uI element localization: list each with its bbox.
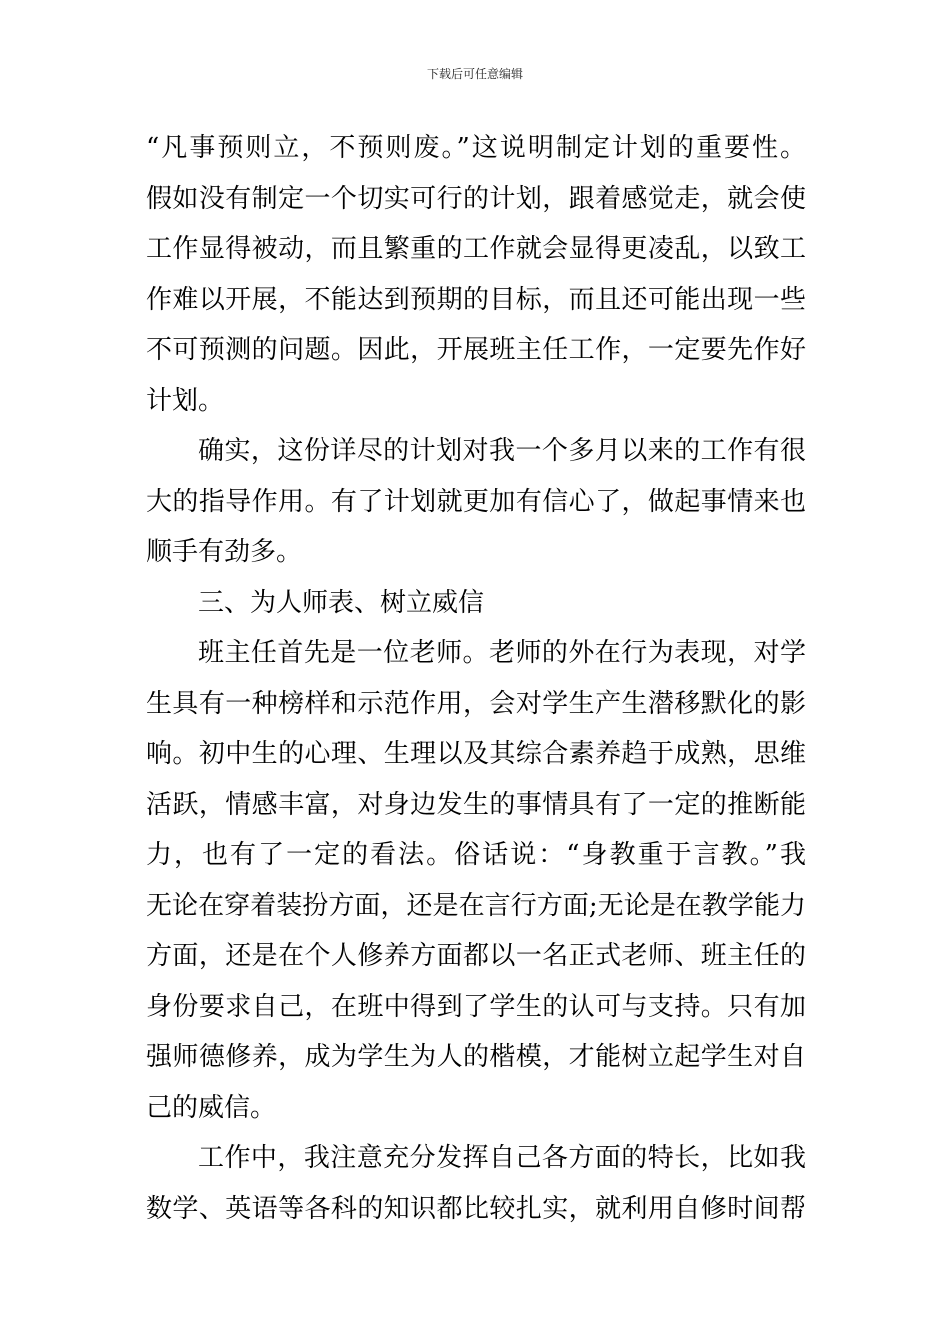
document-body [146,123,806,1234]
paragraph-line: 己的威信。 [146,1092,277,1123]
paragraph-line: 生具有一种榜样和示范作用，会对学生产生潜移默化的影 [146,688,806,719]
paragraph-line: 方面，还是在个人修养方面都以一名正式老师、班主任的 [146,941,806,971]
paragraph-line: 数学、英语等各科的知识都比较扎实，就利用自修时间帮 [146,1193,806,1224]
paragraph-line: 作难以开展，不能达到预期的目标，而且还可能出现一些 [146,284,806,315]
paragraph-line: 活跃，情感丰富，对身边发生的事情具有了一定的推断能 [146,789,806,820]
paragraph-line: 力，也有了一定的看法。俗话说：“身教重于言教。”我 [146,840,806,870]
paragraph-line: 大的指导作用。有了计划就更加有信心了，做起事情来也 [146,486,806,517]
paragraph-line: 响。初中生的心理、生理以及其综合素养趋于成熟，思维 [146,739,806,769]
paragraph-line: “凡事预则立，不预则废。”这说明制定计划的重要性。 [146,133,806,163]
paragraph-line: 顺手有劲多。 [146,537,303,567]
paragraph-line: 计划。 [146,385,225,416]
paragraph-line: 身份要求自己，在班中得到了学生的认可与支持。只有加 [146,991,806,1022]
paragraph-line: 不可预测的问题。因此，开展班主任工作，一定要先作好 [146,335,806,365]
paragraph-line: 工作显得被动，而且繁重的工作就会显得更凌乱，以致工 [146,234,806,264]
paragraph-line: 确实，这份详尽的计划对我一个多月以来的工作有很 [198,436,806,466]
paragraph-line: 无论在穿着装扮方面，还是在言行方面;无论是在教学能力 [146,890,806,921]
page-header-note: 下载后可任意编辑 [426,67,523,81]
paragraph-line: 工作中，我注意充分发挥自己各方面的特长，比如我 [198,1143,806,1173]
paragraph-line: 强师德修养，成为学生为人的楷模，才能树立起学生对自 [146,1042,806,1072]
paragraph-line: 班主任首先是一位老师。老师的外在行为表现，对学 [198,638,806,668]
section-heading: 三、为人师表、树立威信 [198,587,485,618]
paragraph-line: 假如没有制定一个切实可行的计划，跟着感觉走，就会使 [146,183,806,214]
